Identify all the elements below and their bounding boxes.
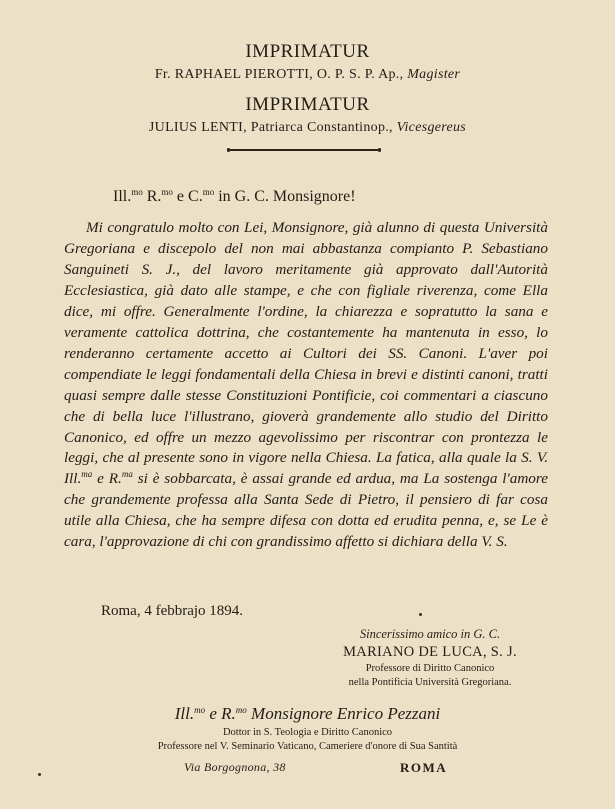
- addressee-sup: mo: [235, 705, 247, 715]
- title: Patriarca Constantinop.,: [250, 120, 393, 135]
- body-sup: ma: [121, 469, 133, 480]
- footer-city: ROMA: [400, 760, 448, 775]
- imprimatur-heading-2: IMPRIMATUR: [245, 94, 370, 115]
- body-part: e R.: [92, 470, 122, 488]
- signature: MARIANO DE LUCA, S. J.: [343, 644, 517, 660]
- body-part: Mi congratulo molto con Lei, Monsignore, già alunno di questa Università Gregoriana e discepolo del non mai abbastanza compianto P. Sebastiano Sanguineti S. J., del lavoro meritamente già approvato dall'Autorità Ecclesiastica, già dato alle stampe, e che con figliale riverenza, come Ella dice, mi offre. Generalmente l'ordine, la chiarezza e sopratutto la sana e veramente cattolica dottrina, che costantemente ha mantenuta in esso, lo renderanno certamente accetto ai Cultori dei SS. Canoni. L'aver poi compendiate le leggi fondamentali della Chiesa in brevi e distinti canoni, tratti quasi sempre dalle stesse Constituzioni Pontificie, coi commentari a ciascuno che di bella luce l'illustrano, gioverà grandemente allo studio del Diritto Canonico, ed offre un mezzo agevolissimo per riscontrar con prontezza le leggi, che al presente sono in vigore nella Chiesa. La fatica, alla quale la S. V. Ill.: [64, 219, 548, 488]
- addressee-name: [0, 704, 615, 724]
- body-part: si è sobbarcata, è assai grande ed ardua, ma La sostenga l'amore che grandemente professa alla Santa Sede di Pietro, il pensiero di far cosa utile alla Chiesa, che ha sempre difesa con dotta ed erudita penna, e, se Le è cara, l'approvazione di chi con grandissimo affetto si dichiara della V. S.: [64, 470, 548, 551]
- imprimatur-heading-1: IMPRIMATUR: [245, 41, 370, 62]
- speck-mark: [419, 613, 422, 616]
- salutation-part: Ill.: [113, 188, 132, 205]
- role: Magister: [407, 67, 461, 82]
- salutation-part: R.: [142, 188, 162, 205]
- speck-mark: [38, 773, 41, 776]
- salutation: [113, 188, 356, 206]
- signature-title-1: Professore di Diritto Canonico: [365, 663, 495, 674]
- signatory-name: JULIUS LENTI,: [148, 120, 247, 135]
- signatory-name: RAPHAEL PIEROTTI,: [174, 67, 314, 82]
- salutation-part: e C.: [172, 188, 203, 205]
- addressee-sup: mo: [194, 705, 206, 715]
- salutation-part: in G. C. Monsignore!: [214, 188, 356, 205]
- divider-rule: [229, 149, 379, 151]
- addressee-part: Ill.: [174, 704, 195, 723]
- letter-date: Roma, 4 febbrajo 1894.: [101, 603, 244, 619]
- salutation-sup: mo: [202, 187, 215, 197]
- signature-title-2: nella Pontificia Università Gregoriana.: [348, 677, 512, 688]
- imprimatur-1-signatory: [0, 67, 615, 83]
- salutation-sup: mo: [161, 187, 173, 197]
- footer-street: Via Borgognona, 38: [184, 760, 286, 774]
- valediction: Sincerissimo amico in G. C.: [359, 627, 501, 641]
- name-prefix: Fr.: [154, 67, 171, 82]
- imprimatur-2-signatory: [0, 120, 615, 136]
- addressee-part: Monsignore Enrico Pezzani: [246, 704, 441, 723]
- addressee-part: e R.: [205, 704, 236, 723]
- body-sup: ma: [81, 469, 93, 480]
- letter-body: [64, 218, 548, 553]
- role: Vicesgereus: [396, 120, 467, 135]
- salutation-sup: mo: [131, 187, 143, 197]
- addressee-title-2: Professore nel V. Seminario Vaticano, Cameriere d'onore di Sua Santità: [157, 741, 458, 752]
- order: O. P. S. P. Ap.,: [316, 67, 404, 82]
- addressee-title-1: Dottor in S. Teologia e Diritto Canonico: [222, 727, 393, 738]
